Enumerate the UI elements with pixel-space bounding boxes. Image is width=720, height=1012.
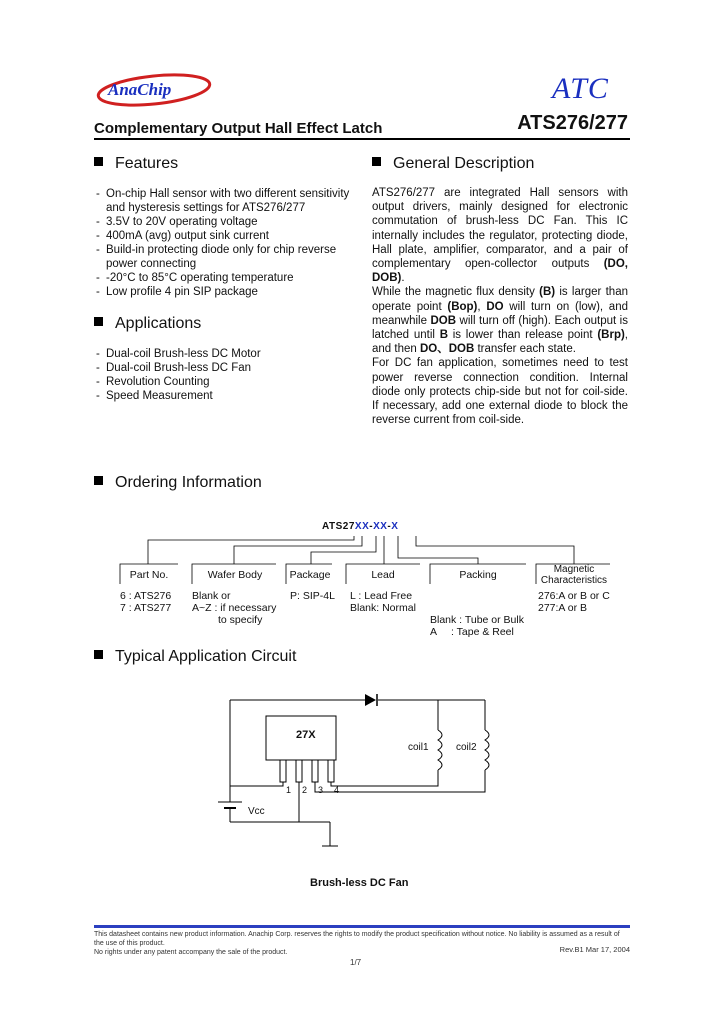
general-description-heading: General Description <box>372 155 534 173</box>
ordering-code: ATS27XX-XX-X <box>322 521 399 532</box>
revision-date: Rev.B1 Mar 17, 2004 <box>559 945 630 954</box>
list-item: - 400mA (avg) output sink current <box>94 229 350 243</box>
magnetic-options: 276:A or B or C 277:A or B <box>538 590 610 614</box>
ordering-heading: Ordering Information <box>94 474 262 492</box>
package-label: Package <box>289 569 331 581</box>
wafer-body-label: Wafer Body <box>207 569 263 581</box>
footer-disclaimer: This datasheet contains new product information. Anachip Corp. reserves the rights to modify the product specification without notice. No liability is assumed as a result of the use of this product. No rights under any patent accompany the sale of the product. <box>94 931 620 956</box>
packing-options: Blank : Tube or Bulk A : Tape & Reel <box>430 614 524 638</box>
applications-heading: Applications <box>94 315 201 333</box>
circuit-heading: Typical Application Circuit <box>94 648 296 666</box>
chip-label: 27X <box>296 729 316 741</box>
list-item: - Revolution Counting <box>94 375 350 389</box>
header-rule <box>94 138 630 140</box>
applications-list <box>94 347 350 403</box>
packing-label: Packing <box>459 569 497 581</box>
brand-mark: ATC <box>552 72 609 105</box>
part-no-label: Part No. <box>129 569 169 581</box>
features-heading: Features <box>94 155 178 173</box>
package-options: P: SIP-4L <box>290 590 335 602</box>
list-item: - 3.5V to 20V operating voltage <box>94 215 350 229</box>
list-item: - Dual-coil Brush-less DC Fan <box>94 361 350 375</box>
list-item: - Dual-coil Brush-less DC Motor <box>94 347 350 361</box>
coil1-label: coil1 <box>408 742 429 753</box>
magnetic-label: Magnetic Characteristics <box>540 564 608 586</box>
wafer-options: Blank or A~Z : if necessary to specify <box>192 590 277 626</box>
list-item: - Speed Measurement <box>94 389 350 403</box>
pin-label: 4 <box>334 785 340 795</box>
lead-options: L : Lead Free Blank: Normal <box>350 590 416 614</box>
part-options: 6 : ATS276 7 : ATS277 <box>120 590 172 614</box>
pin-label: 3 <box>318 785 324 795</box>
list-item: - On-chip Hall sensor with two different sensitivity and hysteresis settings for ATS276/277 <box>94 187 350 215</box>
list-item: - Build-in protecting diode only for chip reverse power connecting <box>94 243 350 271</box>
footer-rule <box>94 925 630 928</box>
page-number: 1/7 <box>350 958 362 967</box>
document-title: Complementary Output Hall Effect Latch <box>94 120 383 137</box>
features-list <box>94 187 350 299</box>
general-description-body: ATS276/277 are integrated Hall sensors with output drivers, mainly designed for electronic commutation of brush-less DC Fan. This IC internally includes the regulator, protecting diode, Hall plate, amplifier, comparator, and a pair of complementary open-collector outputs (DO, DOB). While the magnetic flux density (B) is larger than operate point (Bop), DO will turn on (low), and meanwhile DOB will turn off (high). Each output is latched until B is lower than release point (Brp), and then DO、DOB transfer each state. For DC fan application, sometimes need to test power reverse connection condition. Internal diode only protects chip-side but not for coil-side. If necessary, add one external diode to block the reverse current from coil-side. <box>372 187 628 427</box>
list-item: - Low profile 4 pin SIP package <box>94 285 350 299</box>
pin-label: 2 <box>302 785 308 795</box>
coil2-label: coil2 <box>456 742 477 753</box>
logo-text: AnaChip <box>108 80 172 99</box>
lead-label: Lead <box>371 569 395 581</box>
pin-label: 1 <box>286 785 292 795</box>
list-item: - -20°C to 85°C operating temperature <box>94 271 350 285</box>
application-circuit <box>200 690 500 860</box>
vcc-label: Vcc <box>248 806 265 817</box>
circuit-caption: Brush-less DC Fan <box>310 877 409 889</box>
part-number: ATS276/277 <box>517 112 628 134</box>
